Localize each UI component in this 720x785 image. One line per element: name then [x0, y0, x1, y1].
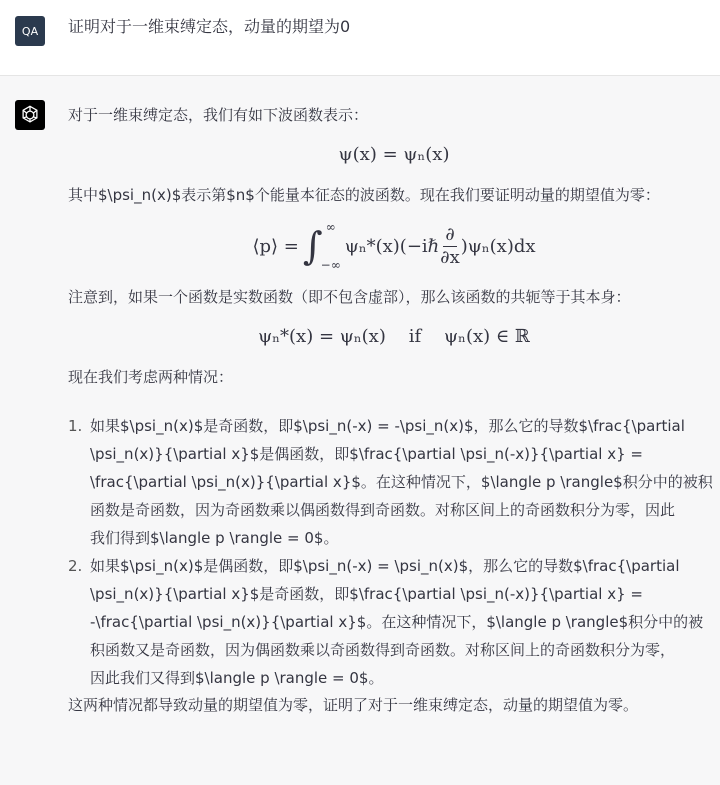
equation-momentum-expectation [68, 220, 720, 272]
user-avatar: QA [15, 16, 45, 46]
integral-upper-limit: ∞ [325, 220, 336, 234]
equation-real-conjugate: ψₙ*(x) = ψₙ(x) if ψₙ(x) ∈ ℝ [258, 326, 530, 347]
cases-intro-text: 现在我们考虑两种情况： [68, 368, 234, 386]
assistant-message-content [68, 102, 720, 718]
integral-sign: ∫ ∞ −∞ [302, 220, 341, 272]
user-message-text: 证明对于一维束缚定态，动量的期望为0 [68, 17, 351, 36]
list-item: 2. 如果$\psi_n(x)$是偶函数，即$\psi_n(-x) = \psi_n(x)$，那么它的导数$\frac{\partial \psi_n(x)}{\partial x}$是奇函数，即$\frac{\partial \psi_n(-x)}{\partial x} = -\frac{\partial \psi_n(x)}{\partial x}$。在这种情况下，$\langle p \rangle$积分中的被 积函数又是奇函数，因为偶函数乘以奇函数得到奇函数。对称区间上的奇函数积分为零， 因此我们又得到$\langle p \rangle = 0$。 [68, 557, 704, 687]
user-message-row [0, 0, 720, 76]
openai-logo-icon [15, 100, 45, 130]
eq2-integrand: ψₙ*(x)(−iℏ [344, 235, 440, 257]
assistant-message-row [0, 76, 720, 785]
explanation-text: 其中$\psi_n(x)$表示第$n$个能量本征态的波函数。现在我们要证明动量的期望值为零： [68, 186, 660, 204]
conjugate-note-text: 注意到，如果一个函数是实数函数（即不包含虚部），那么该函数的共轭等于其本身： [68, 288, 631, 306]
intro-text: 对于一维束缚定态，我们有如下波函数表示： [68, 106, 369, 124]
cases-list [68, 412, 720, 692]
list-item: 1. 如果$\psi_n(x)$是奇函数，即$\psi_n(-x) = -\psi_n(x)$，那么它的导数$\frac{\partial \psi_n(x)}{\partial x}$是偶函数，即$\frac{\partial \psi_n(-x)}{\partial x} = \frac{\partial \psi_n(x)}{\partial x}$。在这种情况下，$\langle p \rangle$积分中的被积 函数是奇函数，因为奇函数乘以偶函数得到奇函数。对称区间上的奇函数积分为零，因此 我们得到$\langle p \rangle = 0$。 [68, 417, 713, 547]
equation-wavefunction: ψ(x) = ψₙ(x) [338, 144, 450, 165]
integral-lower-limit: −∞ [320, 258, 341, 272]
eq2-lhs: ⟨p⟩ = [252, 235, 299, 257]
partial-derivative-fraction: $\frac{\partial}{\partial x}$ [440, 223, 460, 268]
eq2-rhs: )ψₙ(x)dx [460, 235, 536, 257]
conclusion-text: 这两种情况都导致动量的期望值为零，证明了对于一维束缚定态，动量的期望值为零。 [68, 696, 639, 714]
